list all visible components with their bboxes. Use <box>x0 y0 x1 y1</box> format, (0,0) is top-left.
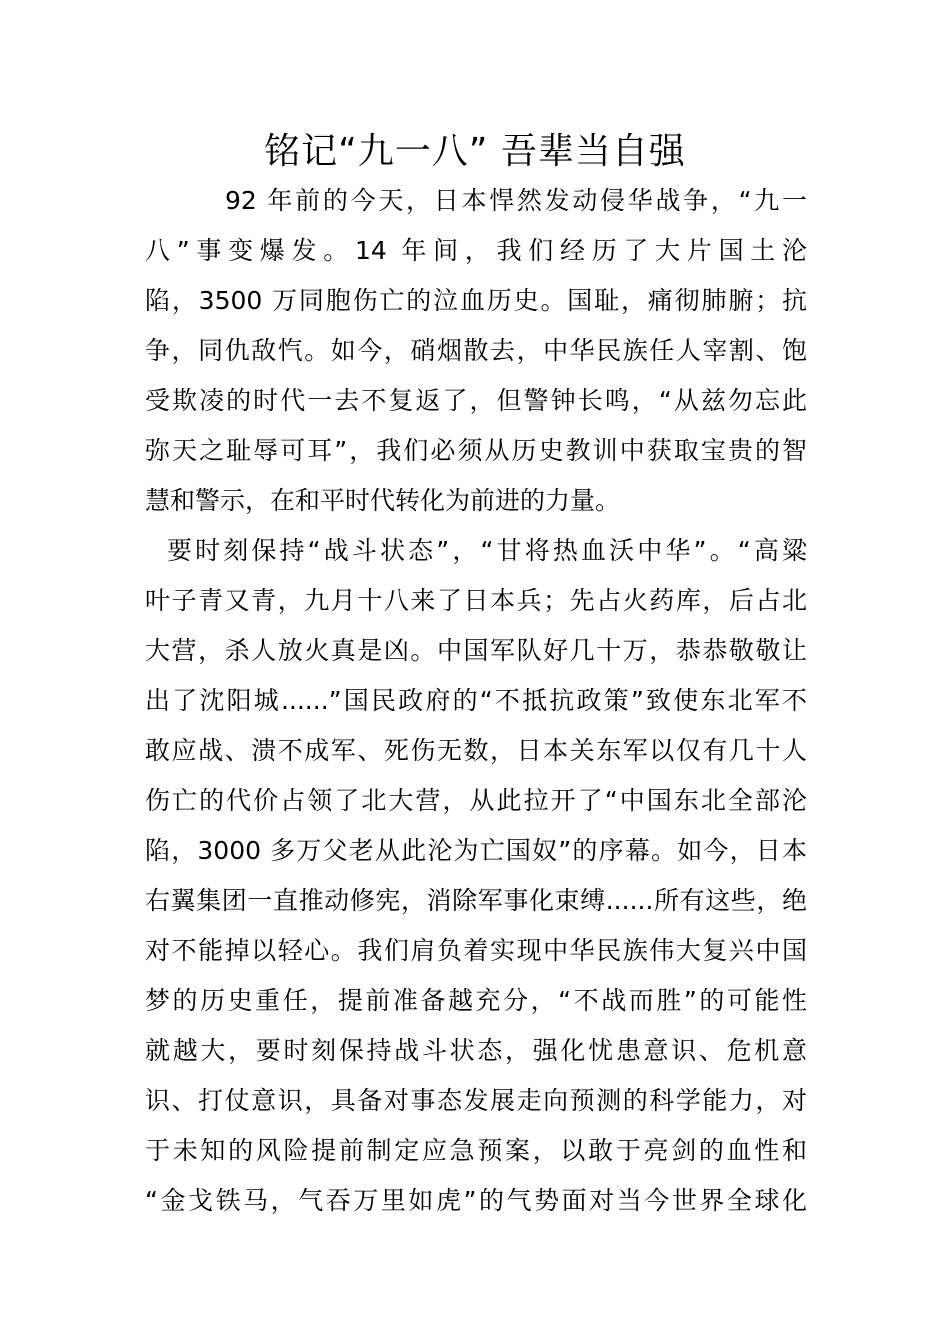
text-line: 弥天之耻辱可耳”，我们必须从历史教训中获取宝贵的智 <box>145 436 807 465</box>
text-line: “金戈铁马，气吞万里如虎”的气势面对当今世界全球化 <box>145 1186 807 1215</box>
text-line: 要时刻保持“战斗状态”，“甘将热血沃中华”。“高粱 <box>167 536 807 565</box>
text-line: 梦的历史重任，提前准备越充分，“不战而胜”的可能性 <box>145 986 807 1015</box>
text-line: 八”事变爆发。14 年间，我们经历了大片国土沦 <box>145 236 807 265</box>
text-line: 伤亡的代价占领了北大营，从此拉开了“中国东北全部沦 <box>145 786 807 815</box>
text-line: 于未知的风险提前制定应急预案，以敢于亮剑的血性和 <box>145 1136 807 1165</box>
text-line: 受欺凌的时代一去不复返了，但警钟长鸣，“从兹勿忘此 <box>145 386 807 415</box>
text-line: 92 年前的今天，日本悍然发动侵华战争，“九一 <box>225 186 807 215</box>
text-line: 叶子青又青，九月十八来了日本兵；先占火药库，后占北 <box>145 586 807 615</box>
text-line: 陷，3000 多万父老从此沦为亡国奴”的序幕。如今，日本 <box>145 836 807 865</box>
text-line: 就越大，要时刻保持战斗状态，强化忧患意识、危机意 <box>145 1036 807 1065</box>
document-title: 铭记“九一八” 吾辈当自强 <box>264 131 686 172</box>
text-line: 争，同仇敌忾。如今，硝烟散去，中华民族任人宰割、饱 <box>145 336 807 365</box>
text-line: 敢应战、溃不成军、死伤无数，日本关东军以仅有几十人 <box>145 736 807 765</box>
text-line: 出了沈阳城......”国民政府的“不抵抗政策”致使东北军不 <box>145 686 807 715</box>
text-line: 右翼集团一直推动修宪，消除军事化束缚......所有这些，绝 <box>145 886 807 915</box>
paragraph-2 <box>145 526 807 1226</box>
document-body <box>145 176 807 1226</box>
text-line: 大营，杀人放火真是凶。中国军队好几十万，恭恭敬敬让 <box>145 636 807 665</box>
text-line: 对不能掉以轻心。我们肩负着实现中华民族伟大复兴中国 <box>145 936 807 965</box>
paragraph-1 <box>145 176 807 526</box>
text-line: 慧和警示，在和平时代转化为前进的力量。 <box>145 486 621 515</box>
text-line: 识、打仗意识，具备对事态发展走向预测的科学能力，对 <box>145 1086 807 1115</box>
text-line: 陷，3500 万同胞伤亡的泣血历史。国耻，痛彻肺腑；抗 <box>145 286 807 315</box>
